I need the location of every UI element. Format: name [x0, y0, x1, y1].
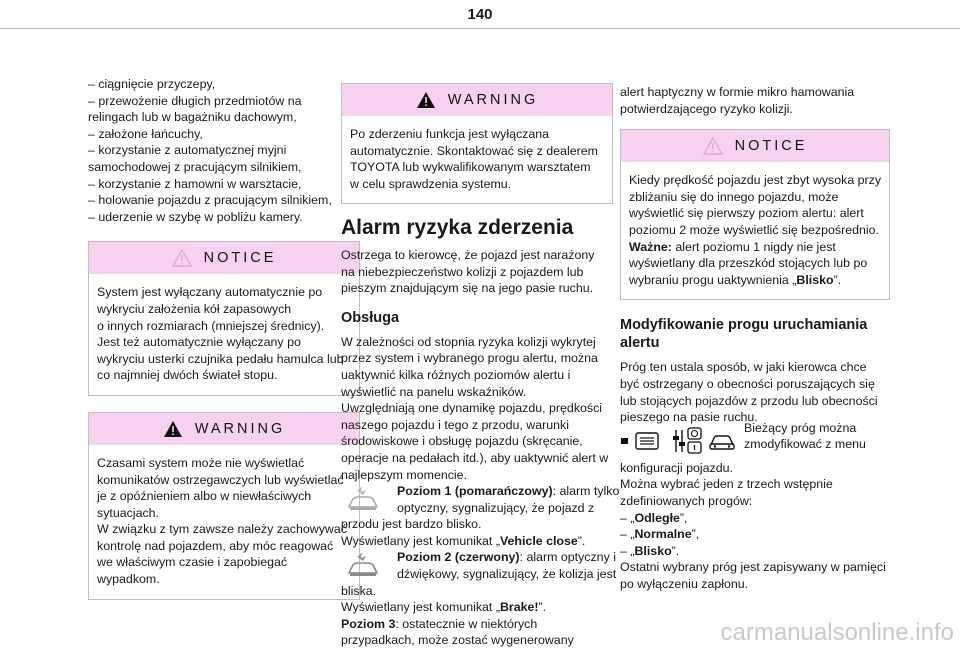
option-prefix: – „: [620, 510, 635, 525]
alert-level-1: [341, 483, 620, 549]
warning-line: kontrolę nad pojazdem, aby móc reagować: [97, 538, 334, 553]
subsection-title: Obsługa: [341, 309, 400, 326]
level-1-line: optyczny, sygnalizujący, że pojazd z: [397, 500, 595, 515]
list-line: – założone łańcuchy,: [88, 126, 203, 141]
option-suffix: ”,: [679, 510, 688, 525]
notice-line: o innych rozmiarach (mniejszej średnicy).: [97, 318, 325, 333]
list-line: samochodowej z pracującym silnikiem,: [88, 159, 302, 174]
notice-body: [89, 274, 359, 395]
list-line: – holowanie pojazdu z pracującym silnikiem,: [88, 193, 332, 208]
text-line: przez system i wybranego progu alertu, można: [341, 351, 598, 366]
text-line: po wyłączeniu zapłonu.: [620, 576, 749, 591]
operation-paragraph: [341, 334, 613, 483]
text-line: uaktywnić kilka różnych poziomów alertu i: [341, 367, 571, 382]
text-line: środowiskowe i obsługę pojazdu (skręcanie,: [341, 434, 583, 449]
notice-box: [88, 241, 360, 396]
section-title-line: Modyfikowanie progu uruchamiania: [620, 317, 868, 334]
level-2-text: : alarm optyczny i: [519, 550, 616, 565]
warning-line: wypadkom.: [97, 572, 160, 587]
level-2-line: [341, 549, 616, 566]
list-line: relingach lub w bagażniku dachowym,: [88, 110, 297, 125]
notice-line: wyświetlić się pierwszy poziom alertu: alert: [629, 206, 864, 221]
warning-line: W związku z tym zawsze należy zachowywać: [97, 522, 347, 537]
option-normal: [620, 526, 890, 543]
list-line: – korzystanie z automatycznej myjni: [88, 143, 287, 158]
level-1-text: : alarm tylko: [552, 484, 620, 499]
message-suffix: ”.: [577, 533, 586, 548]
level-3-line: przypadkach, może zostać wygenerowany: [341, 633, 574, 648]
text-line: lub stojących pojazdów z przodu lub obecności: [620, 393, 878, 408]
warning-header: [342, 84, 612, 116]
warning-line: Czasami system może nie wyświetlać: [97, 455, 305, 470]
text-line: pieszego na pasie ruchu.: [620, 410, 758, 425]
brake-message: Brake!: [499, 600, 539, 615]
collision-alert-icon: [345, 485, 381, 518]
level-3-line: [341, 616, 613, 633]
level-1-message: [341, 533, 613, 550]
warning-triangle-outline-icon: [172, 249, 192, 267]
list-line: – uderzenie w szybę w pobliżu kamery.: [88, 209, 303, 224]
notice-line: zbliżaniu się do innego pojazdu, może: [629, 189, 839, 204]
notice-title: NOTICE: [734, 137, 808, 154]
page-number: 140: [467, 6, 493, 23]
notice-body: [621, 162, 889, 299]
warning-box: [341, 83, 613, 204]
level-1-line: [341, 483, 620, 500]
threshold-close-label: Blisko: [796, 272, 834, 287]
text-line: Uwzględniają one dynamikę pojazdu, prędkości: [341, 401, 603, 416]
notice-text: ”.: [833, 272, 842, 287]
warning-triangle-icon: [416, 91, 436, 109]
header-rule: [0, 28, 960, 29]
menu-icons-row: [620, 420, 890, 460]
vehicle-close-message: Vehicle close: [499, 533, 578, 548]
warning-triangle-icon: [163, 420, 183, 438]
option-near: [620, 543, 890, 560]
text-line: operacje na pedałach itd.), aby uaktywnić alert w: [341, 450, 609, 465]
text-line: potwierdzającego ryzyko kolizji.: [620, 101, 793, 116]
warning-body: [342, 116, 612, 203]
warning-body: [89, 445, 359, 599]
option-suffix: ”.: [671, 543, 680, 558]
car-front-icon: [708, 432, 736, 457]
notice-line: Kiedy prędkość pojazdu jest zbyt wysoka przy: [629, 173, 882, 188]
important-text: alert poziomu 1 nigdy nie jest: [671, 239, 836, 254]
level-2-label: Poziom 2 (czerwony): [397, 550, 520, 565]
list-line: – ciągnięcie przyczepy,: [88, 77, 216, 91]
warning-line: je z opóźnieniem albo w niewłaściwych: [97, 489, 312, 504]
text-line: Bieżący próg można: [744, 420, 857, 435]
option-far: [620, 510, 890, 527]
warning-line: w celu sprawdzenia systemu.: [350, 176, 512, 191]
important-label: Ważne:: [629, 239, 672, 254]
list-line: – przewożenie długich przedmiotów na: [88, 93, 302, 108]
option-prefix: – „: [620, 527, 635, 542]
section-title: Alarm ryzyka zderzenia: [341, 216, 574, 240]
notice-line: System jest wyłączany automatycznie po: [97, 285, 323, 300]
option-label: Blisko: [634, 543, 672, 558]
alert-level-3: [341, 616, 613, 649]
text-line: być ostrzegany o obecności poruszających się: [620, 376, 875, 391]
notice-line: wyświetlany dla przeszkód stojących lub po: [629, 256, 868, 271]
option-prefix: – „: [620, 543, 635, 558]
text-line: Próg ten ustala sposób, w jaki kierowca chce: [620, 360, 867, 375]
text-line: Można wybrać jeden z trzech wstępnie: [620, 477, 833, 492]
notice-header: [621, 130, 889, 162]
notice-header: [89, 242, 359, 274]
icon-caption: [744, 420, 866, 453]
text-line: alert haptyczny w formie mikro hamowania: [620, 85, 855, 99]
level-1-line: przodu jest bardzo blisko.: [341, 517, 482, 532]
text-line: W zależności od stopnia ryzyka kolizji wykrytej: [341, 334, 596, 349]
dashboard-menu-icon: [620, 430, 662, 457]
warning-box: [88, 412, 360, 600]
text-line: konfiguracji pojazdu.: [620, 460, 733, 475]
intro-paragraph: [341, 247, 613, 297]
warning-line: komunikatów ostrzegawczych lub wyświetlać: [97, 472, 344, 487]
notice-box: [620, 129, 890, 300]
warning-line: TOYOTA lub wykwalifikowanym warsztatem: [350, 160, 591, 175]
column-2: [341, 70, 620, 649]
conditions-list: [88, 76, 360, 225]
notice-text: wybraniu progu uaktywnienia „: [629, 272, 797, 287]
warning-line: we właściwym czasie i zapobiegać: [97, 555, 288, 570]
text-line: pieszym znajdującym się na jego pasie ruchu.: [341, 281, 594, 296]
warning-title: WARNING: [194, 420, 286, 437]
notice-title: NOTICE: [203, 250, 277, 267]
threshold-paragraph: [620, 359, 890, 425]
section-title: [620, 316, 890, 352]
text-line: Ostatni wybrany próg jest zapisywany w pamięci: [620, 560, 886, 575]
column-1: [88, 76, 360, 616]
option-label: Normalne: [634, 527, 692, 542]
text-line: zmodyfikować z menu: [744, 437, 866, 452]
level-2-line: dźwiękowy, sygnalizujący, że kolizja jest: [397, 567, 617, 582]
watermark: carmanualsonline.info: [720, 619, 954, 646]
warning-line: Po zderzeniu funkcja jest wyłączana: [350, 127, 550, 141]
warning-line: automatycznie. Skontaktować się z dealerem: [350, 143, 598, 158]
message-prefix: Wyświetlany jest komunikat „: [341, 600, 500, 615]
notice-line: [629, 239, 881, 256]
alert-level-2: [341, 549, 617, 615]
warning-header: [89, 413, 359, 445]
warning-line: sytuacjach.: [97, 505, 159, 520]
settings-sliders-icon: [670, 426, 704, 461]
option-label: Odległe: [634, 510, 680, 525]
text-line: zdefiniowanych progów:: [620, 493, 753, 508]
message-prefix: Wyświetlany jest komunikat „: [341, 533, 500, 548]
notice-line: wykryciu założenia kół zapasowych: [97, 301, 292, 316]
warning-title: WARNING: [447, 91, 539, 108]
collision-alert-icon: [345, 551, 381, 584]
message-suffix: ”.: [538, 600, 547, 615]
notice-line: co najmniej dwóch świateł stopu.: [97, 368, 278, 383]
level-3-label: Poziom 3: [341, 616, 396, 631]
notice-line: Jest też automatycznie wyłączany po: [97, 335, 301, 350]
text-line: naszego pojazdu i tego z przodu, warunki: [341, 417, 569, 432]
level-3-text: : ostatecznie w niektórych: [395, 616, 538, 631]
text-line: wyświetlić na panelu wskaźników.: [341, 384, 527, 399]
text-line: Ostrzega to kierowcę, że pojazd jest narażony: [341, 247, 595, 262]
level-2-message: [341, 599, 613, 616]
notice-line: wykryciu usterki czujnika pedału hamulca lub: [97, 351, 344, 366]
section-title-line: alertu: [620, 335, 660, 352]
options-paragraph: [620, 460, 890, 593]
text-line: najlepszym momencie.: [341, 467, 468, 482]
column-3: [620, 84, 890, 592]
option-suffix: ”,: [691, 527, 700, 542]
level-2-line: bliska.: [341, 583, 377, 598]
list-line: – korzystanie z hamowni w warsztacie,: [88, 176, 302, 191]
text-line: na niebezpieczeństwo kolizji z pojazdem lub: [341, 264, 584, 279]
level-1-label: Poziom 1 (pomarańczowy): [397, 484, 553, 499]
warning-triangle-outline-icon: [703, 137, 723, 155]
notice-line: poziomu 2 może wyświetlić się bezpośrednio.: [629, 222, 879, 237]
notice-line: [629, 272, 881, 289]
